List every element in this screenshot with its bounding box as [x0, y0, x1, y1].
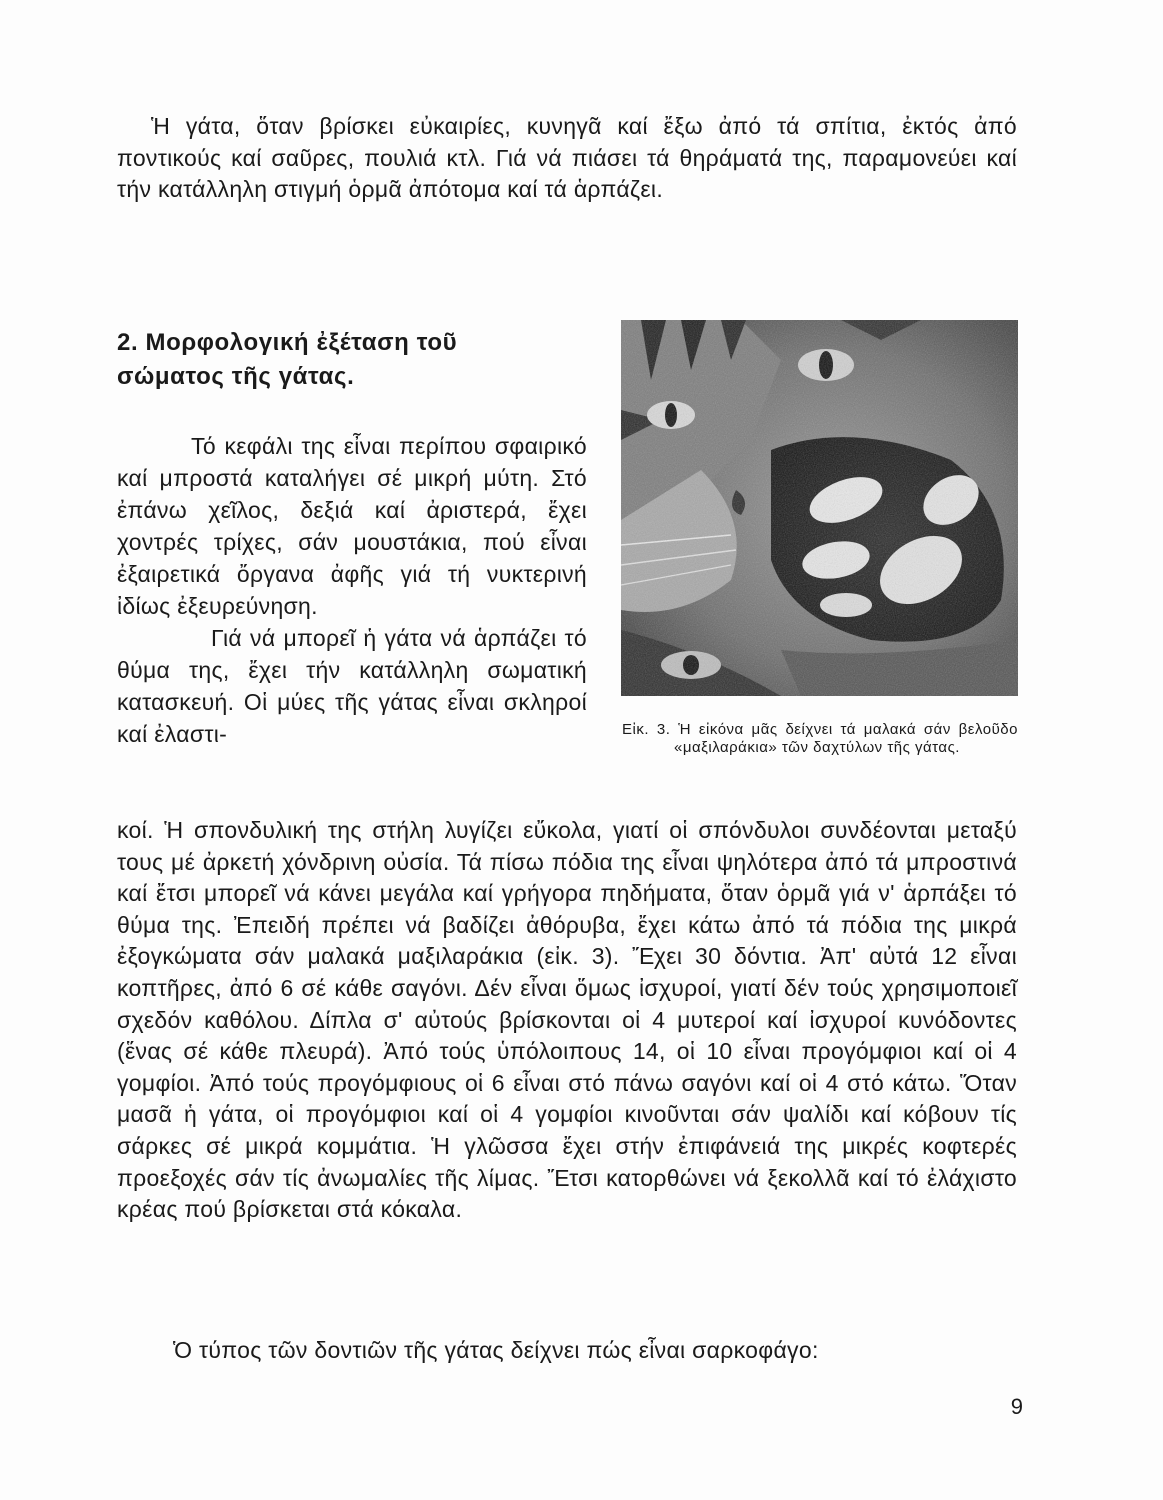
closing-paragraph: Ὁ τύπος τῶν δοντιῶν τῆς γάτας δείχνει πώς εἶναι σαρκοφάγο:	[173, 1337, 819, 1363]
section-heading: 2. Μορφολογική ἐξέταση τοῦ σώματος τῆς γάτας.	[117, 329, 458, 390]
continuation-paragraph: κοί. Ἡ σπονδυλική της στήλη λυγίζει εὔκολα, γιατί οἱ σπόνδυλοι συνδέονται μεταξύ τους μέ ἀρκετή χόνδρινη οὐσία. Τά πίσω πόδια της εἶναι ψηλότερα ἀπό τά μπροστινά καί ἔτσι μπορεῖ νά κάνει μεγάλα καί γρήγορα πηδήματα, ὅταν ὁρμᾶ γιά ν' ἁρπάξει τό θύμα της. Ἐπειδή πρέπει νά βαδίζει ἀθόρυβα, ἔχει κάτω ἀπό τά πόδια της μικρά ἐξογκώματα σάν μαλακά μαξιλαράκια (εἰκ. 3). Ἔχει 30 δόντια. Ἀπ' αὐτά 12 εἶναι κοπτῆρες, ἀπό 6 σέ κάθε σαγόνι. Δέν εἶναι ὅμως ἰσχυροί, γιατί δέν τούς χρησιμοποιεῖ σχεδόν καθόλου. Δίπλα σ' αὐτούς βρίσκονται οἱ 4 μυτεροί καί ἰσχυροί κυνόδοντες (ἕνας σέ κάθε πλευρά). Ἀπό τούς ὑπόλοιπους 14, οἱ 10 εἶναι προγόμφιοι καί οἱ 4 γομφίοι. Ἀπό τούς προγόμφιους οἱ 6 εἶναι στό πάνω σαγόνι καί οἱ 4 στό κάτω. Ὅταν μασᾶ ἡ γάτα, οἱ προγόμφιοι καί οἱ 4 γομφίοι κινοῦνται σάν ψαλίδι καί κόβουν τίς σάρκες σέ μικρά κομμάτια. Ἡ γλῶσσα ἔχει στήν ἐπιφάνειά της μικρές κοφτερές προεξοχές σάν τίς ἀνωμαλίες τῆς λίμας. Ἔτσι κατορθώνει νά ξεκολλᾶ καί τό ἐλάχιστο κρέας πού βρίσκεται στά κόκαλα.	[117, 817, 1017, 1223]
figure-caption: Εἰκ. 3. Ἡ εἰκόνα μᾶς δείχνει τά μαλακά σάν βελοῦδο «μαξιλαράκια» τῶν δαχτύλων τῆς γάτας.	[622, 721, 1018, 756]
left-column-text	[117, 430, 587, 750]
intro-paragraph: Ἡ γάτα, ὅταν βρίσκει εὐκαιρίες, κυνηγᾶ καί ἔξω ἀπό τά σπίτια, ἐκτός ἀπό ποντικούς καί σαῦρες, πουλιά κτλ. Γιά νά πιάσει τά θηράματά της, παραμονεύει καί τήν κατάλληλη στιγμή ὁρμᾶ ἀπότομα καί τά ἁρπάζει.	[117, 113, 1017, 202]
paragraph-body-structure: Γιά νά μπορεῖ ἡ γάτα νά ἁρπάζει τό θύμα της, ἔχει τήν κατάλληλη σωματική κατασκευή. Οἱ μύες τῆς γάτας εἶναι σκληροί καί ἐλαστι-	[117, 625, 587, 747]
page-number: 9	[1010, 1394, 1023, 1419]
cat-paw-photo	[621, 320, 1018, 696]
paragraph-head-description: Τό κεφάλι της εἶναι περίπου σφαιρικό καί μπροστά καταλήγει σέ μικρή μύτη. Στό ἐπάνω χεῖλος, δεξιά καί ἀριστερά, ἔχει χοντρές τρίχες, σάν μουστάκια, πού εἶναι ἐξαιρετικά ὄργανα ἀφῆς γιά τή νυκτερινή ἰδίως ἐξευρεύνηση.	[117, 433, 587, 619]
